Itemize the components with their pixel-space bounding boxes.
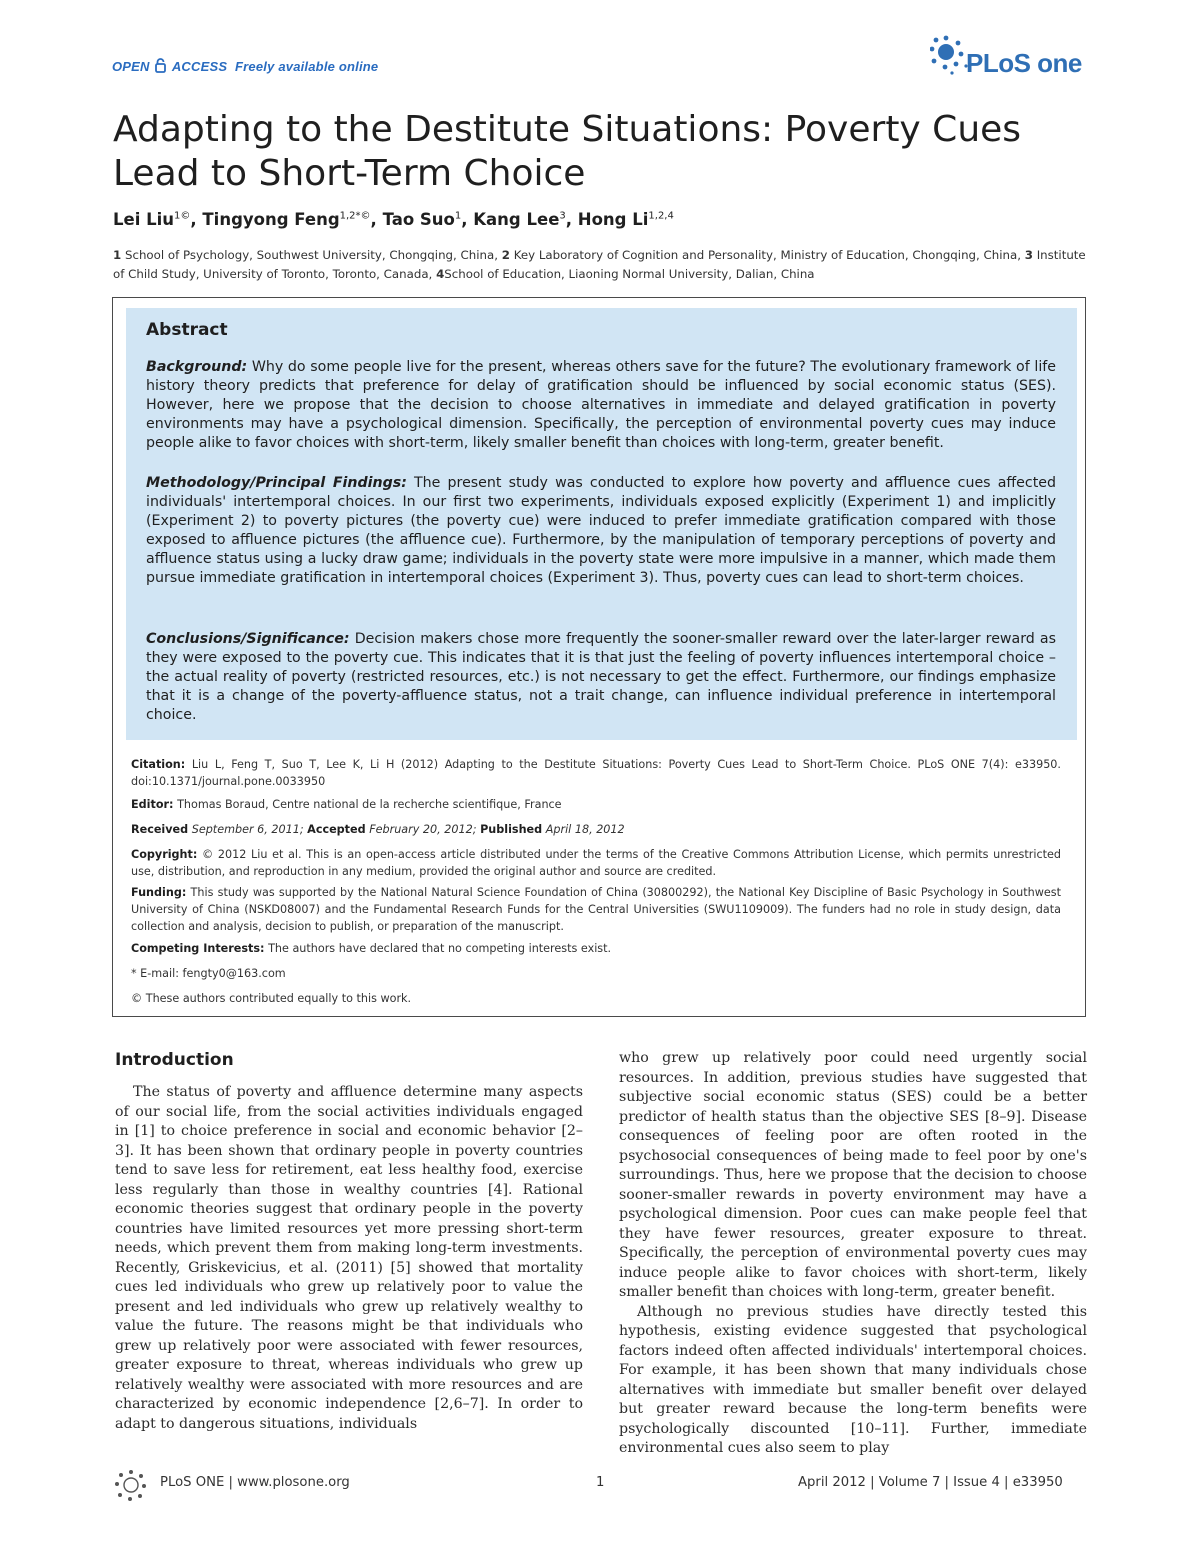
paragraph: The status of poverty and affluence determine many aspects of our social life, from the social activities individuals engaged in [1] to choice preference in social and economic behavior [2–3]. It has been shown that ordinary people in poverty countries tend to save less for retirement, eat less healthy food, exercise less regularly than those in wealthy countries [4]. Rational economic theories suggest that ordinary people in the poverty countries have limited resources yet more pressing short-term needs, which prevent them from making long-term investments. Recently, Griskevicius, et al. (2011) [5] showed that mortality cues led individuals who grew up relatively poor to value the present and led individuals who grew up relatively wealthy to value the future. The reasons might be that individuals who grew up relatively poor were associated with fewer resources, greater exposure to threat, whereas individuals who grew up relatively wealthy were associated with more resources and are characterized by economic independence [2,6–7]. In order to adapt to dangerous situations, individuals <box>115 1084 583 1432</box>
plos-one-logo[interactable] <box>930 34 1090 84</box>
plos-burst-icon <box>930 34 970 76</box>
author[interactable]: Hong Li$^{1,2,4}$ <box>577 210 674 229</box>
copyright: Copyright: © 2012 Liu et al. This is an open-access article distributed under the terms of the Creative Commons Attribution License, which permits unrestricted use, distribution, and reproduction in any medium, provided the original author and source are credited. <box>131 848 1061 878</box>
citation: Citation: Liu L, Feng T, Suo T, Lee K, Li H (2012) Adapting to the Destitute Situations: Poverty Cues Lead to Short-Term Choice. PLoS ONE 7(4): e33950. doi:10.1371/journal.pone.0033950 <box>131 758 1061 788</box>
author[interactable]: Kang Lee$^3$ <box>473 210 566 229</box>
abstract-background-paragraph: Background: Why do some people live for the present, whereas others save for the future? The evolutionary framework of life history theory predicts that preference for delay of gratification should be influenced by social economic status (SES). However, here we propose that the decision to choose alternatives in immediate and delayed gratification in poverty environments may have a psychological dimension. Specifically, the perception of environmental poverty cues may induce people alike to favor choices with short-term, likely smaller benefit than choices with long-term, greater benefit. <box>146 359 1056 451</box>
body-column-left <box>115 1083 583 1434</box>
plos-footer-icon <box>113 1467 149 1503</box>
email[interactable]: * E-mail: fengty0@163.com <box>131 967 286 980</box>
plos-one-wordmark: PLoS one <box>966 48 1082 78</box>
author[interactable]: Tingyong Feng$^{1,2*©}$ <box>202 210 371 229</box>
author[interactable]: Tao Suo$^1$ <box>382 210 462 229</box>
author[interactable]: Lei Liu$^{1©}$ <box>113 210 191 229</box>
freely-available-label: Freely available online <box>235 59 379 74</box>
open-label: OPEN <box>112 59 150 74</box>
footer-journal[interactable]: PLoS ONE | www.plosone.org <box>160 1475 350 1490</box>
equal-contribution-note: © These authors contributed equally to this work. <box>131 992 412 1005</box>
competing-interests: Competing Interests: The authors have declared that no competing interests exist. <box>131 942 612 955</box>
editor: Editor: Thomas Boraud, Centre national de la recherche scientifique, France <box>131 798 562 811</box>
section-heading-introduction: Introduction <box>115 1050 234 1070</box>
footer-issue: April 2012 | Volume 7 | Issue 4 | e33950 <box>798 1475 1063 1490</box>
body-column-right <box>619 1049 1087 1459</box>
open-access-badge <box>112 58 378 76</box>
open-access-lock-icon <box>155 58 166 76</box>
abstract-heading: Abstract <box>146 320 228 340</box>
paragraph: Although no previous studies have directly tested this hypothesis, existing evidence suggested that psychological factors indeed often affected individuals' intertemporal choices. For example, it has been shown that many individuals chose alternatives with immediate but smaller benefit over delayed but greater reward because the long-term benefits were psychologically discounted [10–11]. Further, immediate environmental cues also seem to play <box>619 1303 1087 1456</box>
access-label: ACCESS <box>171 59 228 74</box>
paragraph: who grew up relatively poor could need urgently social resources. In addition, previous studies have suggested that subjective social economic status (SES) could be a better predictor of health status than the objective SES [8–9]. Disease consequences of feeling poor are often rooted in the psychosocial consequences of being made to feel poor by one's surroundings. Thus, here we propose that the decision to choose sooner-smaller rewards in poverty environment may have a psychological dimension. Poor cues can make people feel that they have fewer resources, greater exposure to threat. Specifically, the perception of environmental poverty cues may induce people alike to favor choices with short-term, likely smaller benefit than choices with long-term, greater benefit. <box>619 1050 1087 1300</box>
page-number: 1 <box>596 1475 605 1490</box>
abstract-conclusions-paragraph: Conclusions/Significance: Decision makers chose more frequently the sooner-smaller reward over the later-larger reward as they were exposed to the poverty cue. This indicates that it is that just the feeling of poverty influences intertemporal choice – the actual reality of poverty (restricted resources, etc.) is not necessary to get the effect. Furthermore, our findings emphasize that it is a change of the poverty-affluence status, not a trait change, can influence individual preference in intertemporal choice. <box>146 631 1057 723</box>
abstract-methods-paragraph: Methodology/Principal Findings: The present study was conducted to explore how poverty and affluence cues affected individuals' intertemporal choices. In our first two experiments, individuals exposed explicitly (Experiment 1) and implicitly (Experiment 2) to poverty pictures (the poverty cue) were induced to prefer immediate gratification compared with those exposed to affluence pictures (the affluence cue). Furthermore, by the manipulation of temporary perceptions of poverty and affluence status using a lucky draw game; individuals in the poverty state were more impulsive in a manner, which made them pursue immediate gratification in intertemporal choices (Experiment 3). Thus, poverty cues can lead to short-term choices. <box>146 475 1056 586</box>
dates: Received September 6, 2011; Accepted February 20, 2012; Published April 18, 2012 <box>131 823 625 836</box>
affiliations: 1 School of Psychology, Southwest University, Chongqing, China, 2 Key Laboratory of Cognition and Personality, Ministry of Education, Chongqing, China, 3 Institute of Child Study, University of Toronto, Toronto, Canada, 4School of Education, Liaoning Normal University, Dalian, China <box>113 248 1086 281</box>
article-title: Adapting to the Destitute Situations: Poverty Cues Lead to Short-Term Choice <box>113 109 1022 194</box>
funding: Funding: This study was supported by the National Natural Science Foundation of China (30800292), the National Key Discipline of Basic Psychology in Southwest University of China (NSKD08007) and the Fundamental Research Funds for the Central Universities (SWU1109009). The funders had no role in study design, data collection and analysis, decision to publish, or preparation of the manuscript. <box>131 886 1061 933</box>
author-list: Lei Liu$^{1©}$, Tingyong Feng$^{1,2*©}$, Tao Suo$^1$, Kang Lee$^3$, Hong Li$^{1,2,4}$ <box>113 210 674 229</box>
